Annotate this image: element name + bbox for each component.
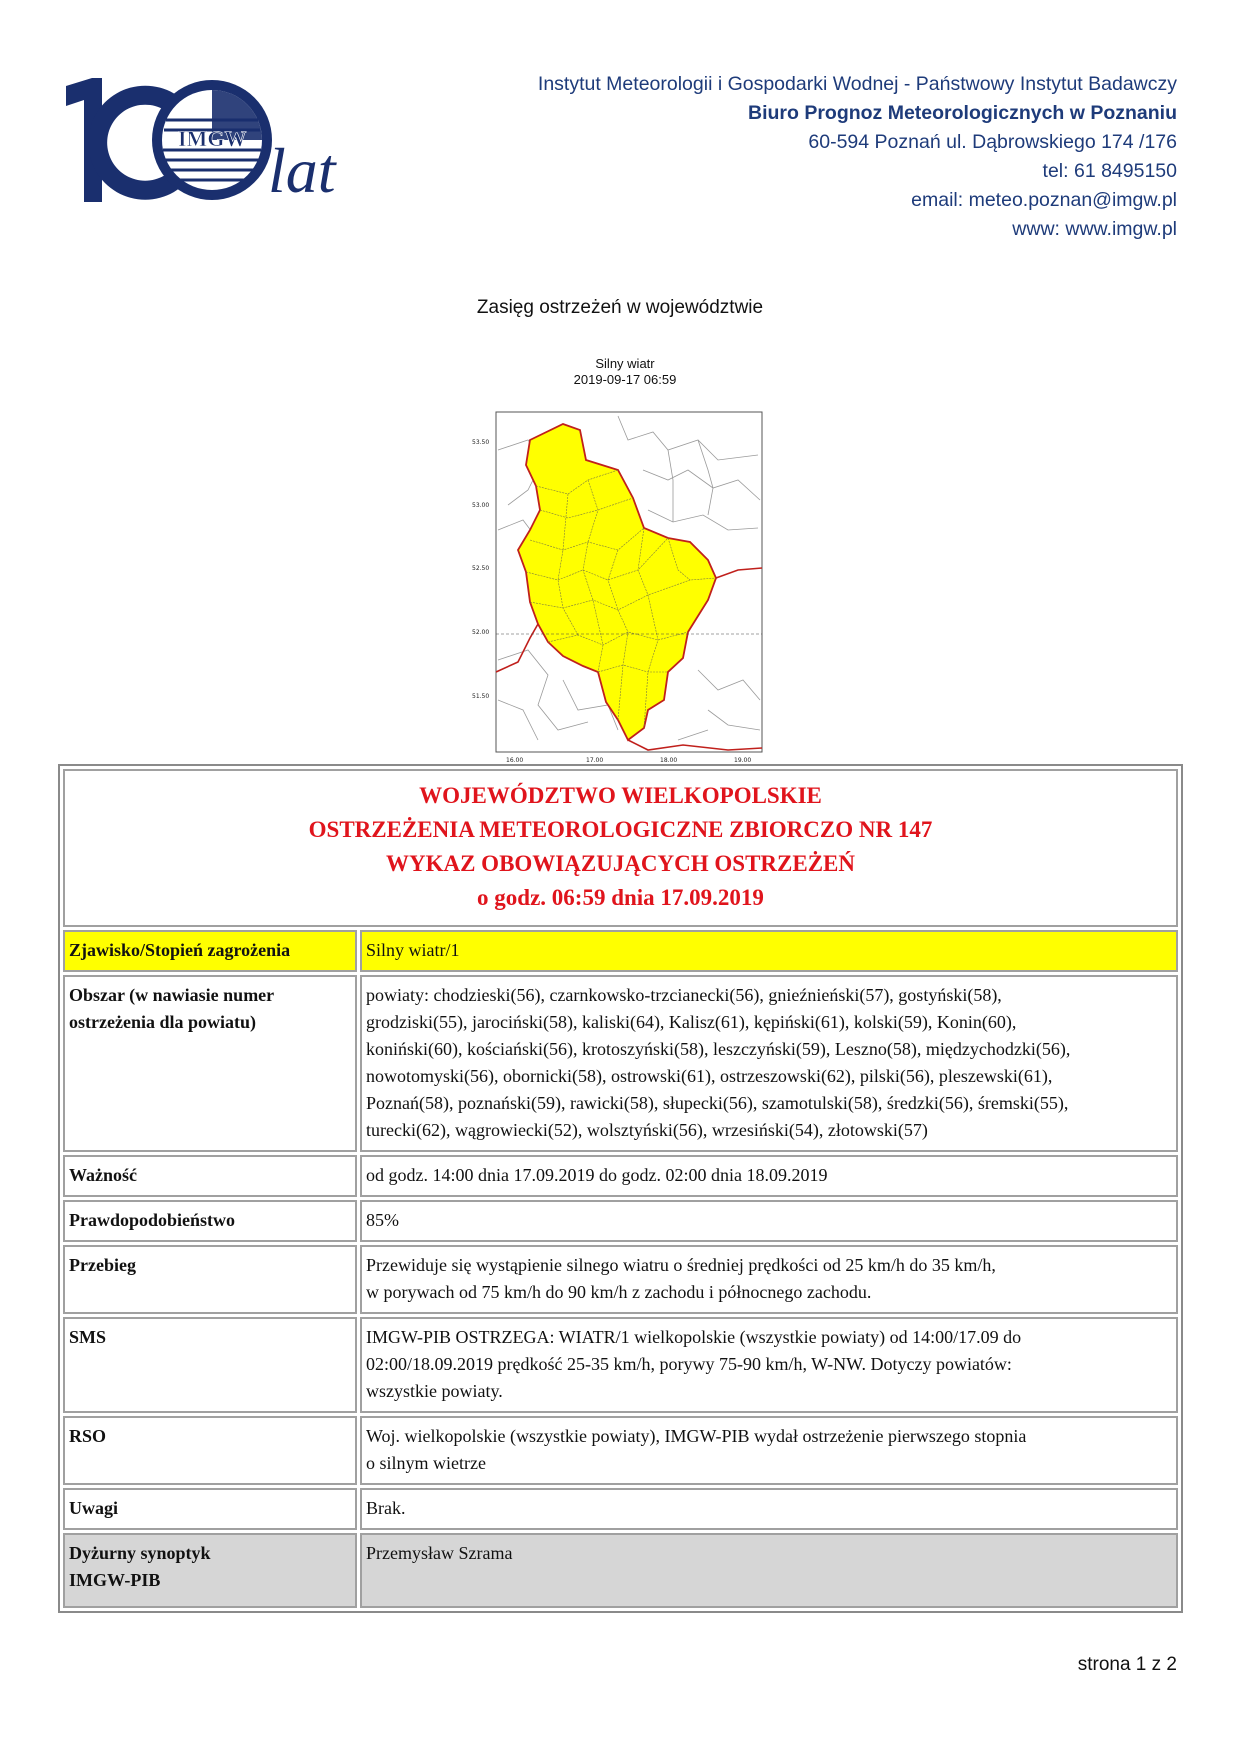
map-phenomenon: Silny wiatr — [595, 356, 655, 371]
row-value-forecaster: Przemysław Szrama — [360, 1533, 1178, 1608]
logo-lat-text: lat — [268, 135, 336, 206]
row-label: Prawdopodobieństwo — [63, 1200, 357, 1242]
office-phone: tel: 61 8495150 — [1042, 160, 1177, 182]
table-row — [63, 1155, 1178, 1197]
row-label: Uwagi — [63, 1488, 357, 1530]
table-row — [63, 1200, 1178, 1242]
row-value-probability: 85% — [360, 1200, 1178, 1242]
row-value-rso — [360, 1416, 1178, 1485]
office-address: 60-594 Poznań ul. Dąbrowskiego 174 /176 — [808, 131, 1177, 153]
table-row — [63, 1416, 1178, 1485]
warning-issue-time: o godz. 06:59 dnia 17.09.2019 — [477, 885, 764, 910]
warning-region: WOJEWÓDZTWO WIELKOPOLSKIE — [419, 783, 822, 808]
warning-table — [58, 764, 1183, 1613]
table-row — [63, 975, 1178, 1152]
row-label — [63, 1533, 357, 1608]
course-line: w porywach od 75 km/h do 90 km/h z zachodu i północnego zachodu. — [366, 1282, 872, 1302]
row-value-area — [360, 975, 1178, 1152]
row-label: Ważność — [63, 1155, 357, 1197]
duty-label-line: IMGW-PIB — [69, 1570, 161, 1590]
row-value-course — [360, 1245, 1178, 1314]
sms-line: wszystkie powiaty. — [366, 1381, 503, 1401]
area-line: nowotomyski(56), obornicki(58), ostrowski(61), ostrzeszowski(62), pilski(56), pleszewski(61), — [366, 1066, 1053, 1086]
sms-line: 02:00/18.09.2019 prędkość 25-35 km/h, porywy 75-90 km/h, W-NW. Dotyczy powiatów: — [366, 1354, 1012, 1374]
warning-number: OSTRZEŻENIA METEOROLOGICZNE ZBIORCZO NR 147 — [308, 817, 933, 842]
row-value-notes: Brak. — [360, 1488, 1178, 1530]
row-label: SMS — [63, 1317, 357, 1413]
lon-label: 19.00 — [734, 757, 752, 762]
institute-name: Instytut Meteorologii i Gospodarki Wodnej - Państwowy Instytut Badawczy — [537, 73, 1177, 95]
duty-label-line: Dyżurny synoptyk — [69, 1543, 211, 1563]
area-line: turecki(62), wągrowiecki(52), wolsztyński(56), wrzesiński(54), złotowski(57) — [366, 1120, 928, 1140]
sms-line: IMGW-PIB OSTRZEGA: WIATR/1 wielkopolskie (wszystkie powiaty) od 14:00/17.09 do — [366, 1327, 1022, 1347]
course-line: Przewiduje się wystąpienie silnego wiatru o średniej prędkości od 25 km/h do 35 km/h, — [366, 1255, 996, 1275]
lat-label: 51.50 — [472, 693, 490, 700]
table-row — [63, 1245, 1178, 1314]
map-timestamp: 2019-09-17 06:59 — [573, 372, 677, 387]
imgw-100-lat-logo — [62, 74, 382, 214]
row-label: RSO — [63, 1416, 357, 1485]
lat-label: 53.00 — [472, 502, 490, 509]
lon-label: 18.00 — [660, 757, 678, 762]
row-value-validity: od godz. 14:00 dnia 17.09.2019 do godz. 02:00 dnia 18.09.2019 — [360, 1155, 1178, 1197]
office-email[interactable]: email: meteo.poznan@imgw.pl — [911, 189, 1177, 211]
table-row — [63, 930, 1178, 972]
page-number: strona 1 z 2 — [1077, 1654, 1177, 1675]
row-label: Obszar (w nawiasie numer ostrzeżenia dla powiatu) — [63, 975, 357, 1152]
warning-map — [468, 410, 768, 762]
table-row — [63, 1488, 1178, 1530]
warning-list-title: WYKAZ OBOWIĄZUJĄCYCH OSTRZEŻEŃ — [385, 851, 856, 876]
row-value-sms — [360, 1317, 1178, 1413]
lat-label: 53.50 — [472, 439, 490, 446]
area-line: Poznań(58), poznański(59), rawicki(58), słupecki(56), szamotulski(58), średzki(56), śremski(55), — [366, 1093, 1069, 1113]
row-label: Przebieg — [63, 1245, 357, 1314]
area-line: koniński(60), kościański(56), krotoszyński(58), leszczyński(59), Leszno(58), międzychodzki(56), — [366, 1039, 1071, 1059]
office-name: Biuro Prognoz Meteorologicznych w Poznaniu — [747, 102, 1177, 124]
office-website[interactable]: www: www.imgw.pl — [1012, 218, 1177, 240]
section-title: Zasięg ostrzeżeń w województwie — [476, 297, 764, 318]
lon-label: 16.00 — [506, 757, 524, 762]
row-label: Zjawisko/Stopień zagrożenia — [63, 930, 357, 972]
rso-line: o silnym wietrze — [366, 1453, 486, 1473]
row-value-phenomenon: Silny wiatr/1 — [360, 930, 1178, 972]
area-line: powiaty: chodzieski(56), czarnkowsko-trzcianecki(56), gnieźnieński(57), gostyński(58), — [366, 985, 1002, 1005]
lon-label: 17.00 — [586, 757, 604, 762]
lat-label: 52.50 — [472, 565, 490, 572]
map-caption — [500, 356, 750, 388]
logo-seal-text: IMGW — [178, 126, 247, 151]
rso-line: Woj. wielkopolskie (wszystkie powiaty), IMGW-PIB wydał ostrzeżenie pierwszego stopnia — [366, 1426, 1027, 1446]
warning-header — [63, 769, 1178, 927]
table-row — [63, 1533, 1178, 1608]
table-row — [63, 1317, 1178, 1413]
area-line: grodziski(55), jarociński(58), kaliski(64), Kalisz(61), kępiński(61), kolski(59), Konin(60), — [366, 1012, 1017, 1032]
lat-label: 52.00 — [472, 629, 490, 636]
institute-contact — [538, 70, 1177, 244]
